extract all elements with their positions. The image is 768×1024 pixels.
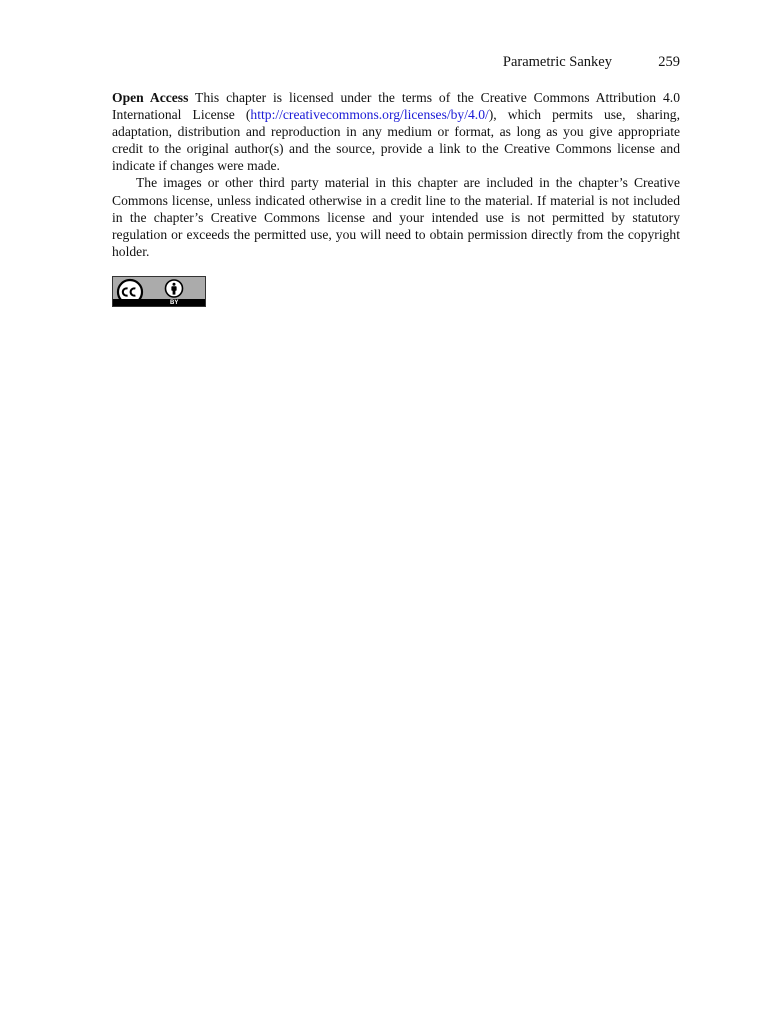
open-access-section	[112, 89, 680, 260]
page-number: 259	[658, 54, 680, 70]
cc-by-icon	[113, 277, 206, 301]
attribution-person-icon	[166, 280, 183, 297]
running-head	[0, 54, 680, 72]
license-link[interactable]: http://creativecommons.org/licenses/by/4.0/	[250, 107, 489, 123]
cc-logo-icon	[118, 280, 142, 301]
by-label: BY	[170, 300, 179, 306]
third-party-material-paragraph: The images or other third party material in this chapter are included in the chapter’s Creative Commons license, unless indicated otherwise in a credit line to the material. If material is not included in the chapter’s Creative Commons license and your intended use is not permitted by statutory regulation or exceeds the permitted use, you will need to obtain permission directly from the copyright holder.	[112, 175, 680, 259]
running-title: Parametric Sankey	[502, 54, 612, 70]
license-text-start: This chapter is licensed under the terms of the Creative Commons Attribution 4.0 International License (	[112, 90, 680, 123]
license-text-end: ), which permits use, sharing, adaptation, distribution and reproduction in any medium or format, as long as you give appropriate credit to the original author(s) and the source, provide a link to the Creative Commons license and indicate if changes were made.	[112, 107, 680, 174]
open-access-paragraph	[112, 89, 680, 174]
badge-strip	[113, 299, 205, 306]
open-access-heading: Open Access	[112, 90, 189, 105]
cc-by-badge[interactable]	[112, 276, 206, 307]
